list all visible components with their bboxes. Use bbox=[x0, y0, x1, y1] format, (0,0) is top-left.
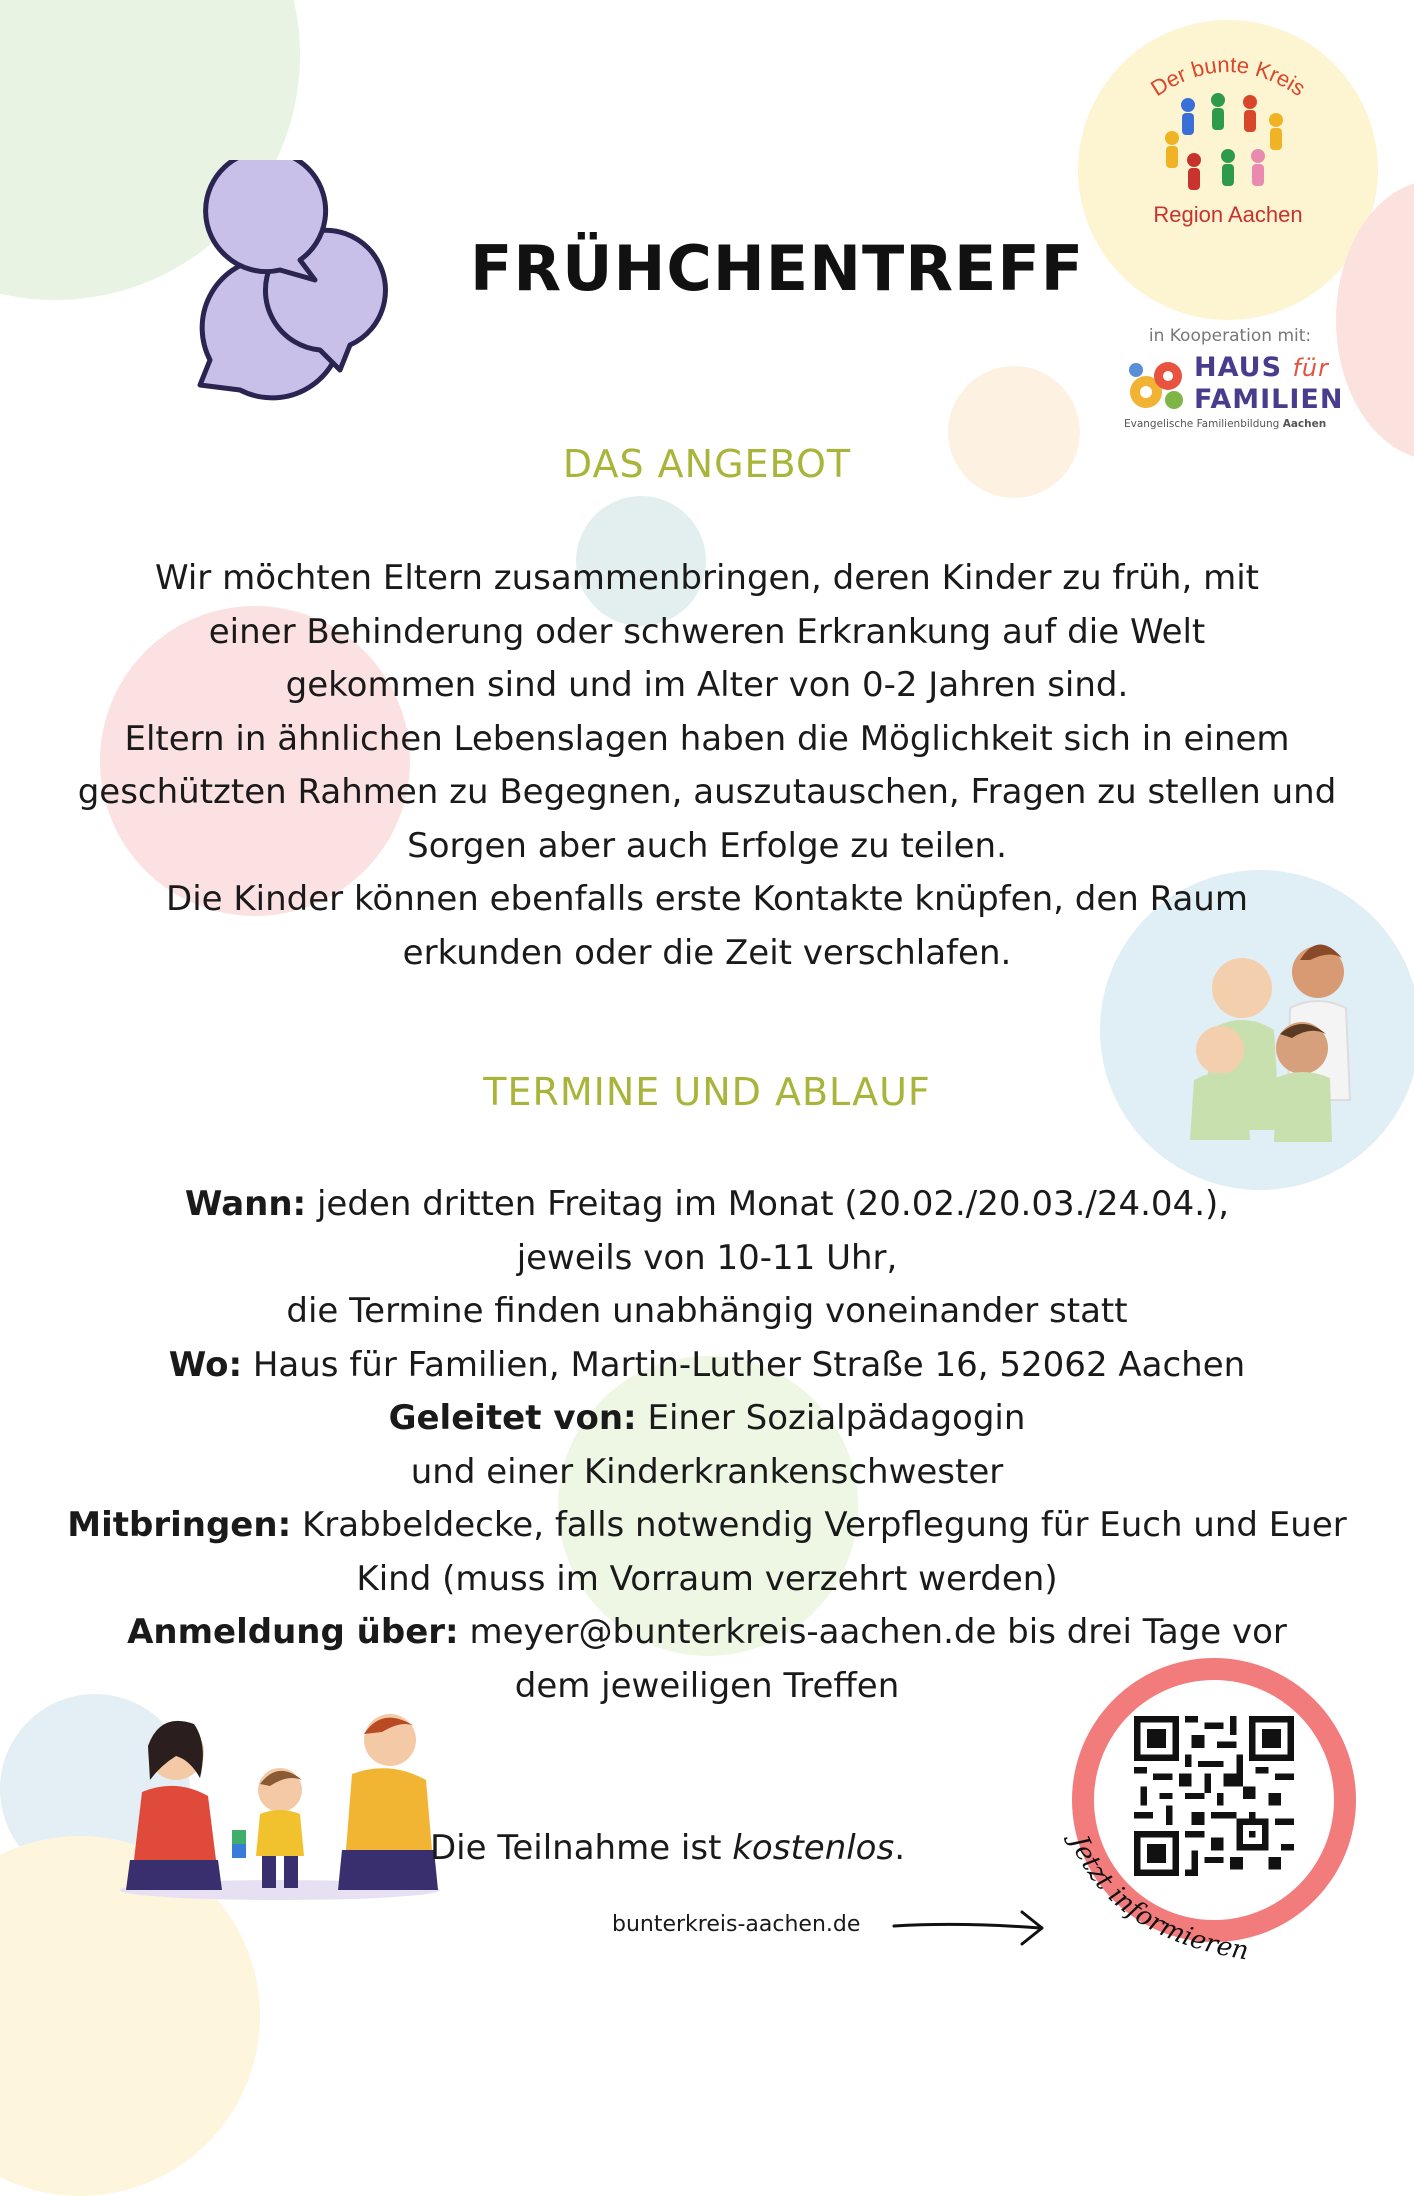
gears-icon bbox=[1126, 356, 1190, 416]
people-circle-icon bbox=[1158, 90, 1298, 200]
offer-heading: DAS ANGEBOT bbox=[562, 442, 852, 486]
logo-fuer: für bbox=[1292, 354, 1329, 382]
schedule-when: Wann: jeden dritten Freitag im Monat (20.02./20.03./24.04.), bbox=[184, 1184, 1230, 1224]
participation-free: Die Teilnahme ist kostenlos. bbox=[430, 1828, 906, 1868]
offer-paragraph: Eltern in ähnlichen Lebenslagen haben die Möglichkeit sich in einem geschützten Rahmen zu Begegnen, auszutauschen, Fragen zu stellen und Sorgen aber auch Erfolge zu teilen. bbox=[77, 718, 1337, 866]
schedule-text bbox=[60, 1178, 1354, 1713]
offer-text bbox=[60, 552, 1354, 980]
speech-bubbles-icon bbox=[140, 160, 410, 420]
logo-familien: FAMILIEN bbox=[1194, 384, 1344, 415]
offer-paragraph: Wir möchten Eltern zusammenbringen, deren Kinder zu früh, mit einer Behinderung oder schweren Erkrankung auf die Welt gekommen sind und im Alter von 0-2 Jahren sind. bbox=[154, 558, 1259, 705]
haus-fuer-familien-logo bbox=[1122, 350, 1342, 434]
logo-region: Region Aachen bbox=[1153, 202, 1303, 227]
schedule-where: Wo: Haus für Familien, Martin-Luther Straße 16, 52062 Aachen bbox=[168, 1344, 1246, 1385]
logo-der-bunte-kreis bbox=[1108, 40, 1348, 240]
svg-text:Der bunte Kreis: Der bunte Kreis bbox=[1146, 51, 1311, 102]
website-url[interactable]: bunterkreis-aachen.de bbox=[612, 1912, 861, 1937]
offer-paragraph: Die Kinder können ebenfalls erste Kontakte knüpfen, den Raum erkunden oder die Zeit verschlafen. bbox=[166, 879, 1248, 973]
schedule-register: Anmeldung über: meyer@bunterkreis-aachen.de bis drei Tage vor dem jeweiligen Treffen bbox=[127, 1612, 1287, 1706]
schedule-bring: Mitbringen: Krabbeldecke, falls notwendig Verpflegung für Euch und Euer Kind (muss im Vorraum verzehrt werden) bbox=[67, 1505, 1347, 1599]
arrow-right-icon bbox=[890, 1904, 1050, 1948]
page-title: FRÜHCHENTREFF bbox=[470, 232, 1085, 305]
family-illustration bbox=[120, 1700, 440, 1900]
svg-text:Jetzt informieren: Jetzt informieren bbox=[1063, 1830, 1251, 1967]
logo-haus: HAUS bbox=[1194, 352, 1283, 383]
cooperation-intro: in Kooperation mit: bbox=[1148, 326, 1312, 346]
qr-caption bbox=[1050, 1820, 1290, 1980]
schedule-when-time: jeweils von 10-11 Uhr, bbox=[516, 1237, 898, 1278]
logo-subtitle: Evangelische Familienbildung Aachen bbox=[1124, 418, 1327, 430]
children-illustration bbox=[1180, 930, 1370, 1150]
schedule-led: Geleitet von: Einer Sozialpädagogin und einer Kinderkrankenschwester bbox=[388, 1398, 1026, 1492]
schedule-when-note: die Termine finden unabhängig voneinander statt bbox=[286, 1291, 1128, 1331]
schedule-heading: TERMINE UND ABLAUF bbox=[483, 1070, 931, 1114]
